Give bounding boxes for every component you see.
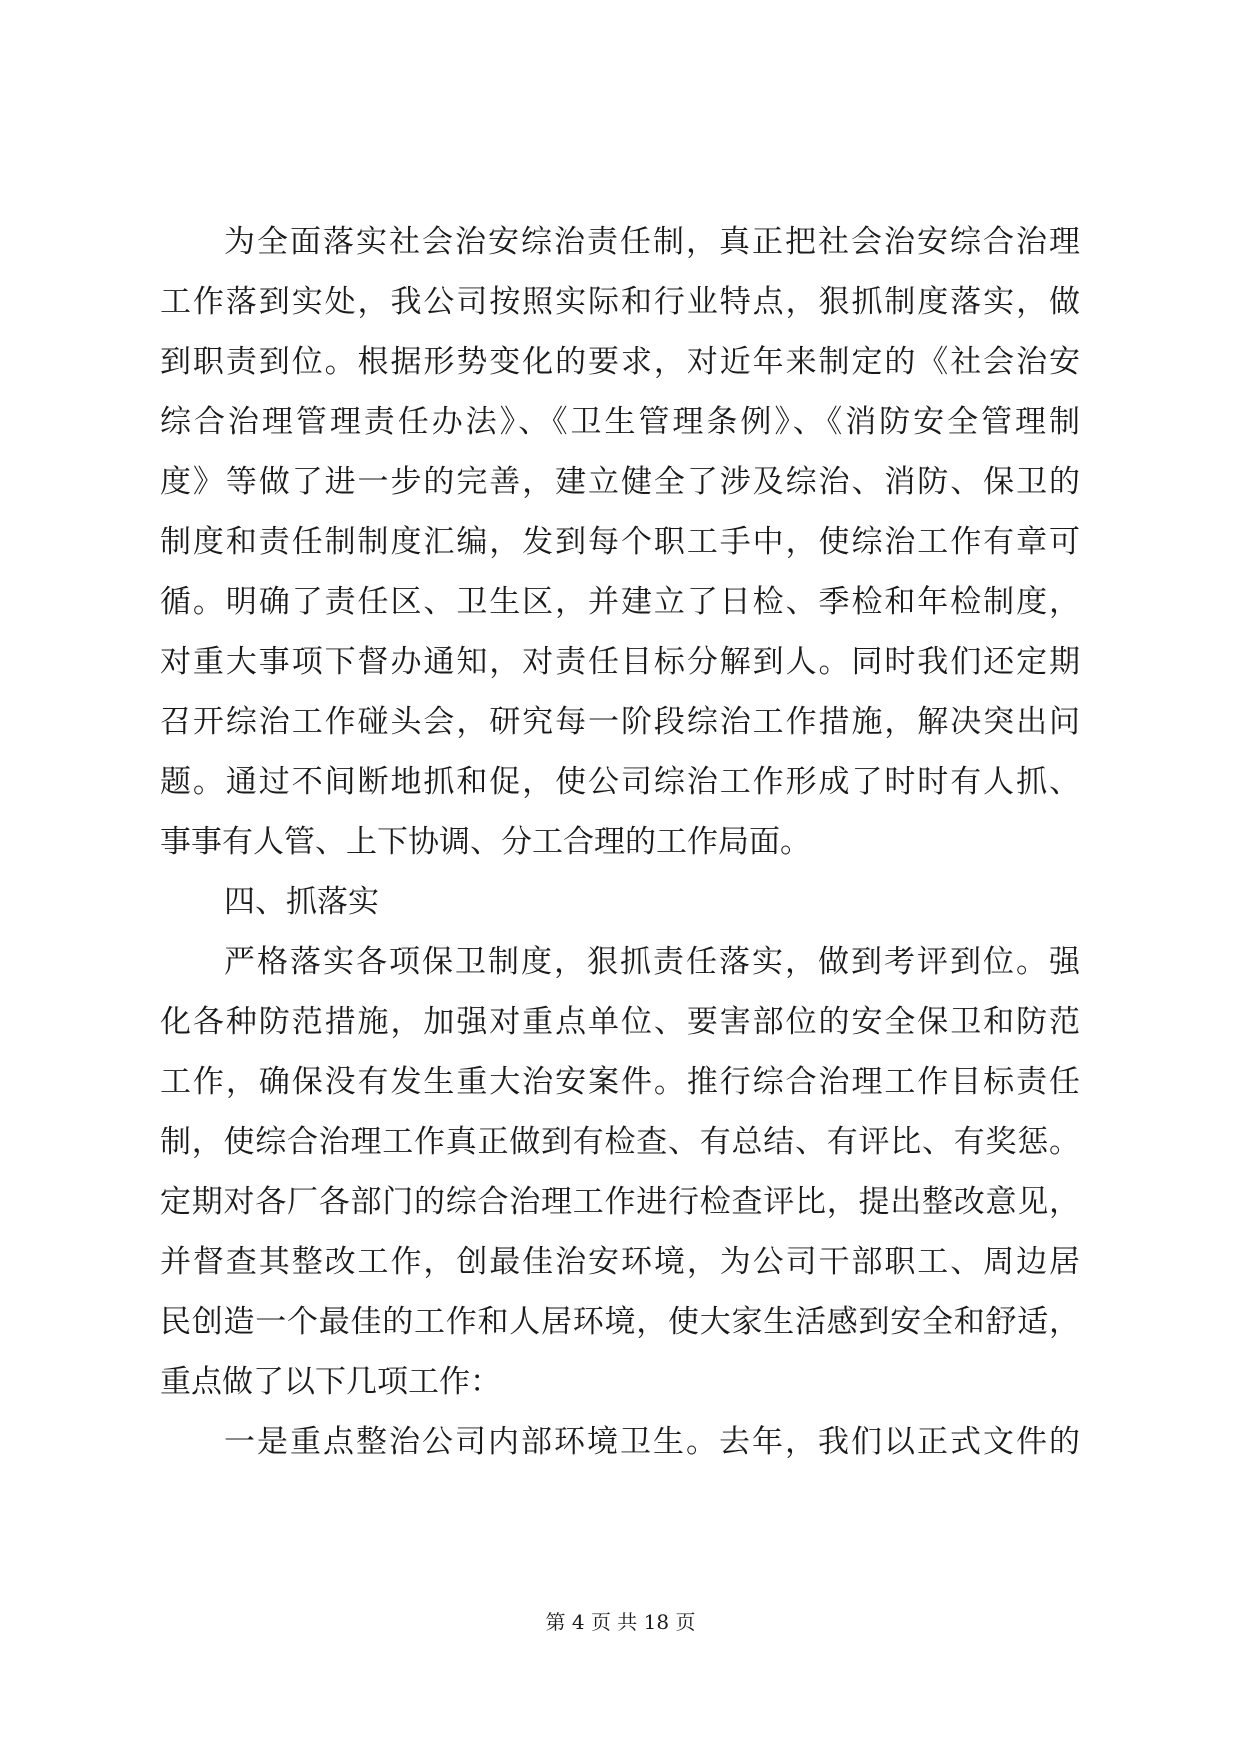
paragraph-line: 化各种防范措施，加强对重点单位、要害部位的安全保卫和防范	[160, 1004, 1080, 1040]
paragraph-line: 事事有人管、上下协调、分工合理的工作局面。	[160, 824, 811, 860]
paragraph-line: 严格落实各项保卫制度，狠抓责任落实，做到考评到位。强	[224, 944, 1080, 980]
paragraph-line: 制，使综合治理工作真正做到有检查、有总结、有评比、有奖惩。	[160, 1124, 1080, 1160]
paragraph-line: 工作，确保没有发生重大治安案件。推行综合治理工作目标责任	[160, 1064, 1080, 1100]
paragraph-line: 重点做了以下几项工作：	[160, 1364, 501, 1400]
paragraph-line: 循。明确了责任区、卫生区，并建立了日检、季检和年检制度，	[160, 584, 1080, 620]
section-heading: 四、抓落实	[224, 884, 379, 920]
paragraph-line: 到职责到位。根据形势变化的要求，对近年来制定的《社会治安	[160, 344, 1080, 380]
paragraph-line: 对重大事项下督办通知，对责任目标分解到人。同时我们还定期	[160, 644, 1080, 680]
paragraph-line: 综合治理管理责任办法》、《卫生管理条例》、《消防安全管理制	[160, 404, 1080, 440]
paragraph-line: 度》等做了进一步的完善，建立健全了涉及综治、消防、保卫的	[160, 464, 1080, 500]
paragraph-line: 工作落到实处，我公司按照实际和行业特点，狠抓制度落实，做	[160, 284, 1080, 320]
paragraph-line: 民创造一个最佳的工作和人居环境，使大家生活感到安全和舒适，	[160, 1304, 1080, 1340]
paragraph-line: 为全面落实社会治安综治责任制，真正把社会治安综合治理	[224, 224, 1080, 260]
paragraph-line: 定期对各厂各部门的综合治理工作进行检查评比，提出整改意见，	[160, 1184, 1080, 1220]
page-number-footer: 第 4 页 共 18 页	[545, 1610, 696, 1634]
paragraph-line: 召开综治工作碰头会，研究每一阶段综治工作措施，解决突出问	[160, 704, 1080, 740]
paragraph-line: 制度和责任制制度汇编，发到每个职工手中，使综治工作有章可	[160, 524, 1080, 560]
paragraph-line: 题。通过不间断地抓和促，使公司综治工作形成了时时有人抓、	[160, 764, 1080, 800]
paragraph-line: 并督查其整改工作，创最佳治安环境，为公司干部职工、周边居	[160, 1244, 1080, 1280]
paragraph-line: 一是重点整治公司内部环境卫生。去年，我们以正式文件的	[224, 1424, 1080, 1460]
